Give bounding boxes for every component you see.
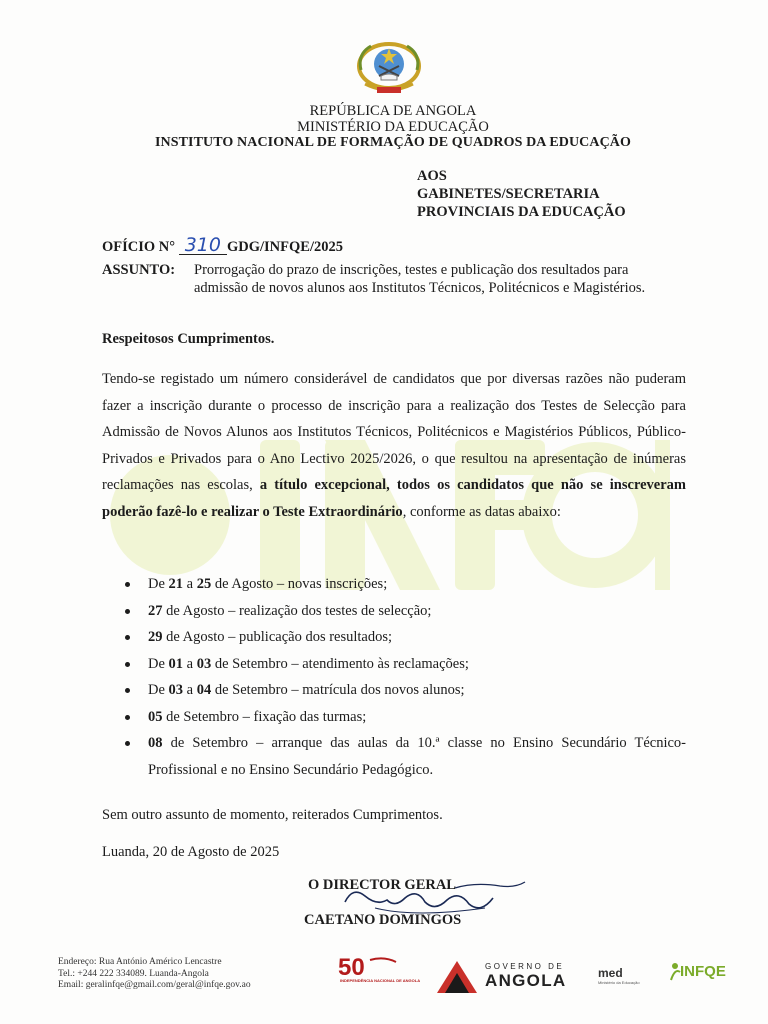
- body-bold-text: a título excepcional, todos os candidatos que não se inscreveram poderão fazê-lo e realizar o Teste Extraordinário: [102, 477, 687, 520]
- header-institute: INSTITUTO NACIONAL DE FORMAÇÃO DE QUADROS DA EDUCAÇÃO: [154, 135, 632, 150]
- fifty-years-icon: [336, 954, 400, 978]
- med-logo: [598, 966, 658, 986]
- subject-block: [102, 262, 662, 297]
- list-item: 08 de Setembro – arranque das aulas da 10.ª classe no Ensino Secundário Técnico-Profissional e no Ensino Secundário Pedagógico.: [122, 730, 686, 783]
- governo-text: GOVERNO DE: [485, 962, 565, 971]
- subject-label: ASSUNTO:: [102, 262, 176, 278]
- list-item: De 01 a 03 de Setembro – atendimento às reclamações;: [122, 651, 686, 678]
- signatory-name: CAETANO DOMINGOS: [304, 912, 462, 928]
- list-item: De 03 a 04 de Setembro – matrícula dos novos alunos;: [122, 677, 686, 704]
- governo-angola-logo: [435, 959, 580, 995]
- angola-triangle-icon: [435, 959, 479, 995]
- oficio-suffix: GDG/INFQE/2025: [226, 239, 343, 255]
- infqe-logo: [670, 962, 742, 984]
- angola-emblem-icon: [351, 40, 427, 98]
- independence-50-logo: [336, 954, 421, 990]
- header-republic: REPÚBLICA DE ANGOLA: [309, 103, 477, 119]
- signatory-title: O DIRECTOR GERAL: [308, 877, 456, 893]
- med-subtext: Ministério da Educação: [598, 980, 640, 985]
- addressee-line: PROVINCIAIS DA EDUCAÇÃO: [417, 204, 626, 220]
- oficio-reference: [102, 236, 343, 256]
- angola-text: ANGOLA: [485, 971, 567, 990]
- body-text: , conforme as datas abaixo:: [402, 503, 561, 520]
- oficio-number-handwritten: 310: [179, 236, 227, 255]
- list-item: 29 de Agosto – publicação dos resultados;: [122, 624, 686, 651]
- list-item: 27 de Agosto – realização dos testes de selecção;: [122, 598, 686, 625]
- footer-phone: Tel.: +244 222 334089. Luanda-Angola: [58, 968, 209, 979]
- infqe-text: INFQE: [680, 963, 726, 980]
- oficio-prefix: OFÍCIO N°: [102, 239, 176, 255]
- addressee-block: [417, 167, 626, 221]
- place-date: Luanda, 20 de Agosto de 2025: [102, 844, 280, 860]
- body-paragraph: [102, 366, 686, 525]
- subject-text: Prorrogação do prazo de inscrições, testes e publicação dos resultados para admissão de novos alunos aos Institutos Técnicos, Politécnicos e Magistérios.: [194, 262, 646, 296]
- body-text: Tendo-se registado um número considerável de candidatos que por diversas razões não puderam fazer a inscrição durante o processo de inscrição para a realização dos Testes de Selecção para Admissão de Novos Alunos aos Institutos Técnicos, Politécnicos e Magistérios Públicos, Público-Privados e Privados para o Ano Lectivo 2025/2026, o que resultou na apresentação de inúmeras reclamações nas escolas,: [102, 371, 686, 493]
- footer-contact: [58, 957, 251, 992]
- footer-address: Endereço: Rua António Américo Lencastre: [58, 957, 222, 967]
- addressee-line: AOS: [417, 168, 447, 184]
- addressee-line: GABINETES/SECRETARIA: [417, 186, 600, 202]
- svg-text:50: 50: [338, 954, 365, 978]
- schedule-list: [122, 571, 686, 783]
- independence-text: INDEPENDÊNCIA NACIONAL DE ANGOLA: [340, 978, 421, 983]
- header-ministry: MINISTÉRIO DA EDUCAÇÃO: [297, 119, 489, 135]
- footer-email: Email: geralinfqe@gmail.com/geral@infqe.gov.ao: [58, 980, 251, 990]
- list-item: 05 de Setembro – fixação das turmas;: [122, 704, 686, 731]
- greeting: Respeitosos Cumprimentos.: [102, 331, 275, 347]
- closing-line: Sem outro assunto de momento, reiterados Cumprimentos.: [102, 807, 443, 823]
- list-item: De 21 a 25 de Agosto – novas inscrições;: [122, 571, 686, 598]
- med-text: med: [598, 966, 623, 980]
